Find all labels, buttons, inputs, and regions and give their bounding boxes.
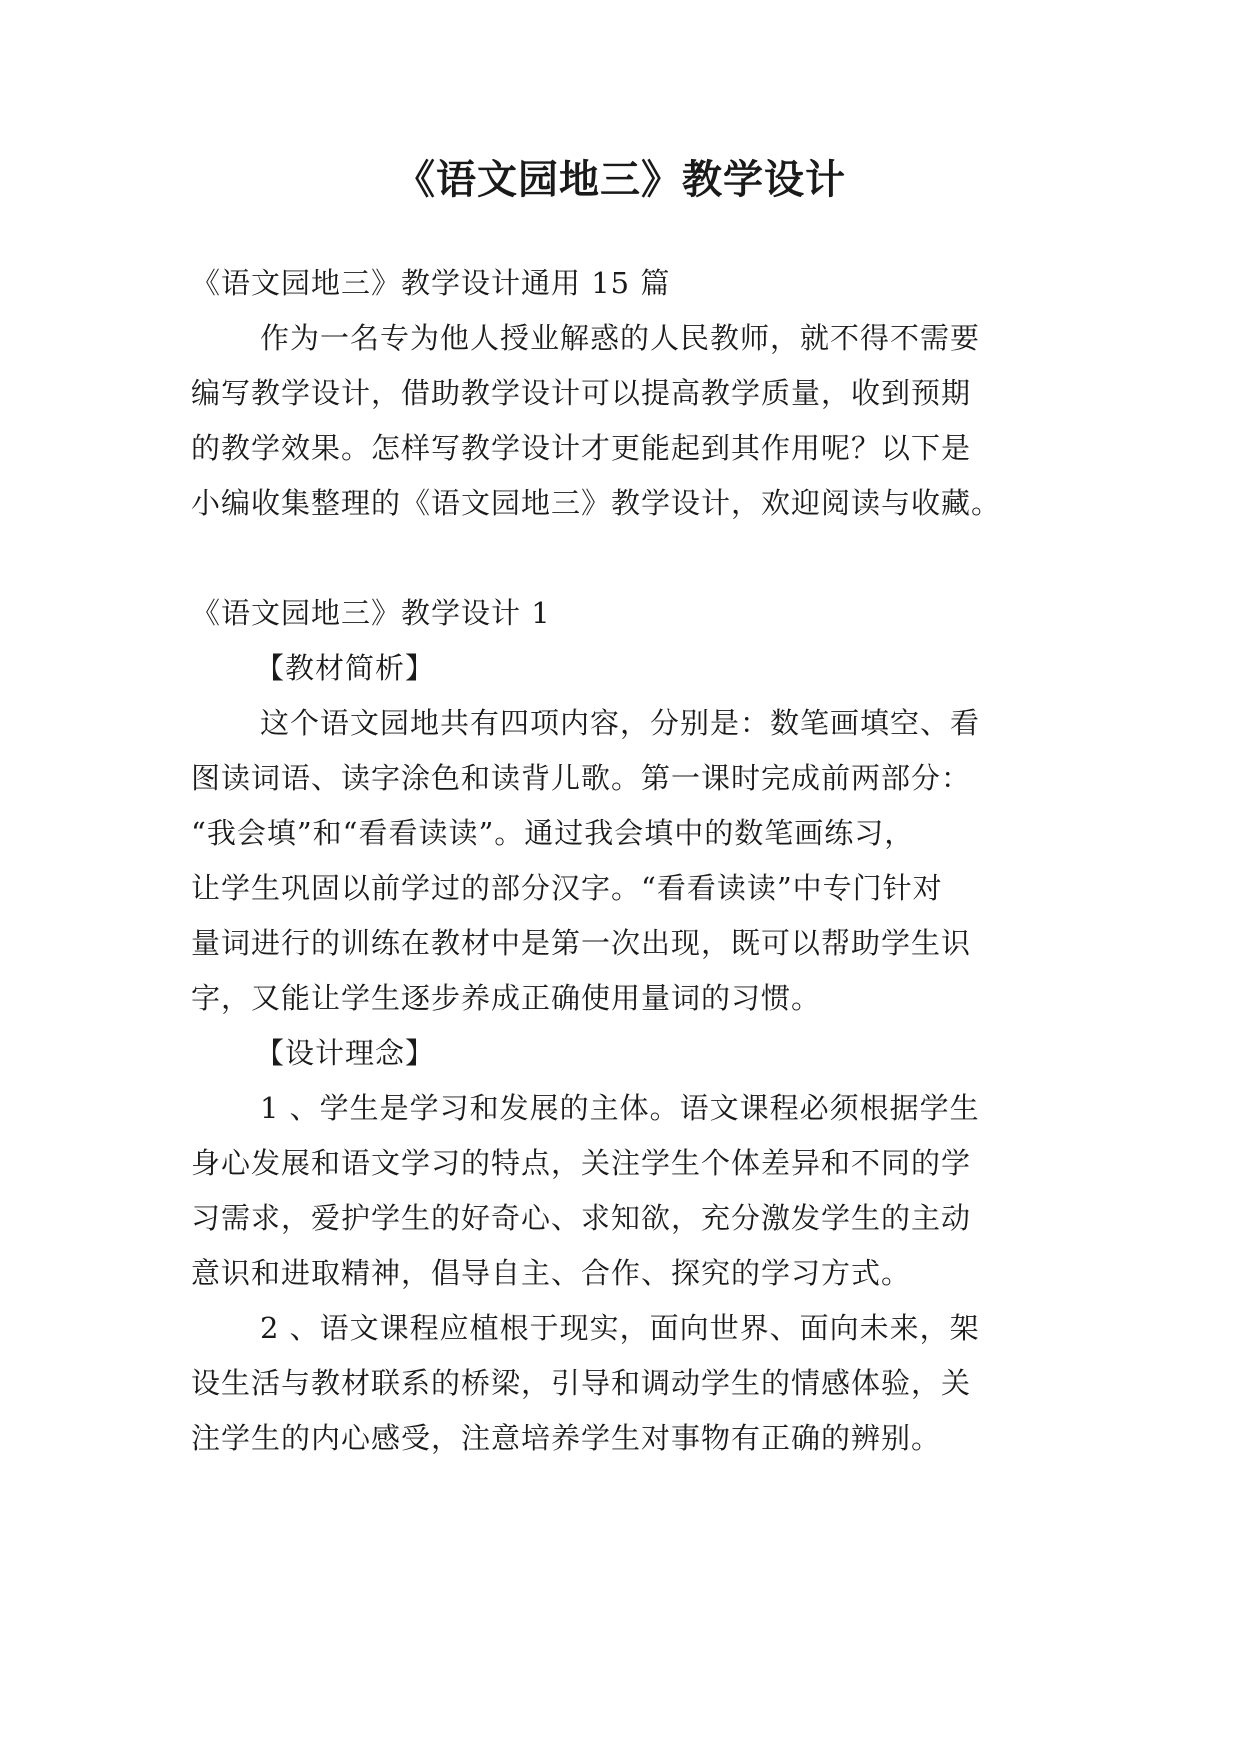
concept-paragraph-line: 注学生的内心感受，注意培养学生对事物有正确的辨别。: [191, 1421, 942, 1455]
analysis-paragraph-line: 让学生巩固以前学过的部分汉字。“看看读读”中专门针对: [191, 871, 943, 905]
concept-paragraph-line: 设生活与教材联系的桥梁，引导和调动学生的情感体验，关: [191, 1366, 972, 1400]
section-title: 《语文园地三》教学设计 1: [191, 596, 551, 630]
concept-paragraph-line: 1 、学生是学习和发展的主体。语文课程必须根据学生: [260, 1091, 980, 1125]
analysis-paragraph-line: 量词进行的训练在教材中是第一次出现，既可以帮助学生识: [191, 926, 972, 960]
intro-paragraph-line: 作为一名专为他人授业解惑的人民教师，就不得不需要: [260, 321, 981, 355]
concept-paragraph-line: 习需求，爱护学生的好奇心、求知欲，充分激发学生的主动: [191, 1201, 972, 1235]
analysis-paragraph-line: “我会填”和“看看读读”。通过我会填中的数笔画练习，: [191, 816, 915, 850]
concept-paragraph-line: 意识和进取精神，倡导自主、合作、探究的学习方式。: [191, 1256, 912, 1290]
analysis-paragraph-line: 这个语文园地共有四项内容，分别是：数笔画填空、看: [260, 706, 981, 740]
intro-paragraph-line: 小编收集整理的《语文园地三》教学设计，欢迎阅读与收藏。: [191, 486, 1002, 520]
collection-subtitle: 《语文园地三》教学设计通用 15 篇: [191, 266, 671, 300]
intro-paragraph-line: 的教学效果。怎样写教学设计才更能起到其作用呢？以下是: [191, 431, 972, 465]
analysis-paragraph-line: 字，又能让学生逐步养成正确使用量词的习惯。: [191, 981, 822, 1015]
concept-paragraph-line: 身心发展和语文学习的特点，关注学生个体差异和不同的学: [191, 1146, 972, 1180]
subheading-textbook-analysis: 【教材简析】: [255, 651, 436, 685]
concept-paragraph-line: 2 、语文课程应植根于现实，面向世界、面向未来，架: [260, 1311, 980, 1345]
analysis-paragraph-line: 图读词语、读字涂色和读背儿歌。第一课时完成前两部分：: [191, 761, 972, 795]
intro-paragraph-line: 编写教学设计，借助教学设计可以提高教学质量，收到预期: [191, 376, 972, 410]
subheading-design-concept: 【设计理念】: [255, 1036, 436, 1070]
document-title: 《语文园地三》教学设计: [395, 157, 846, 203]
